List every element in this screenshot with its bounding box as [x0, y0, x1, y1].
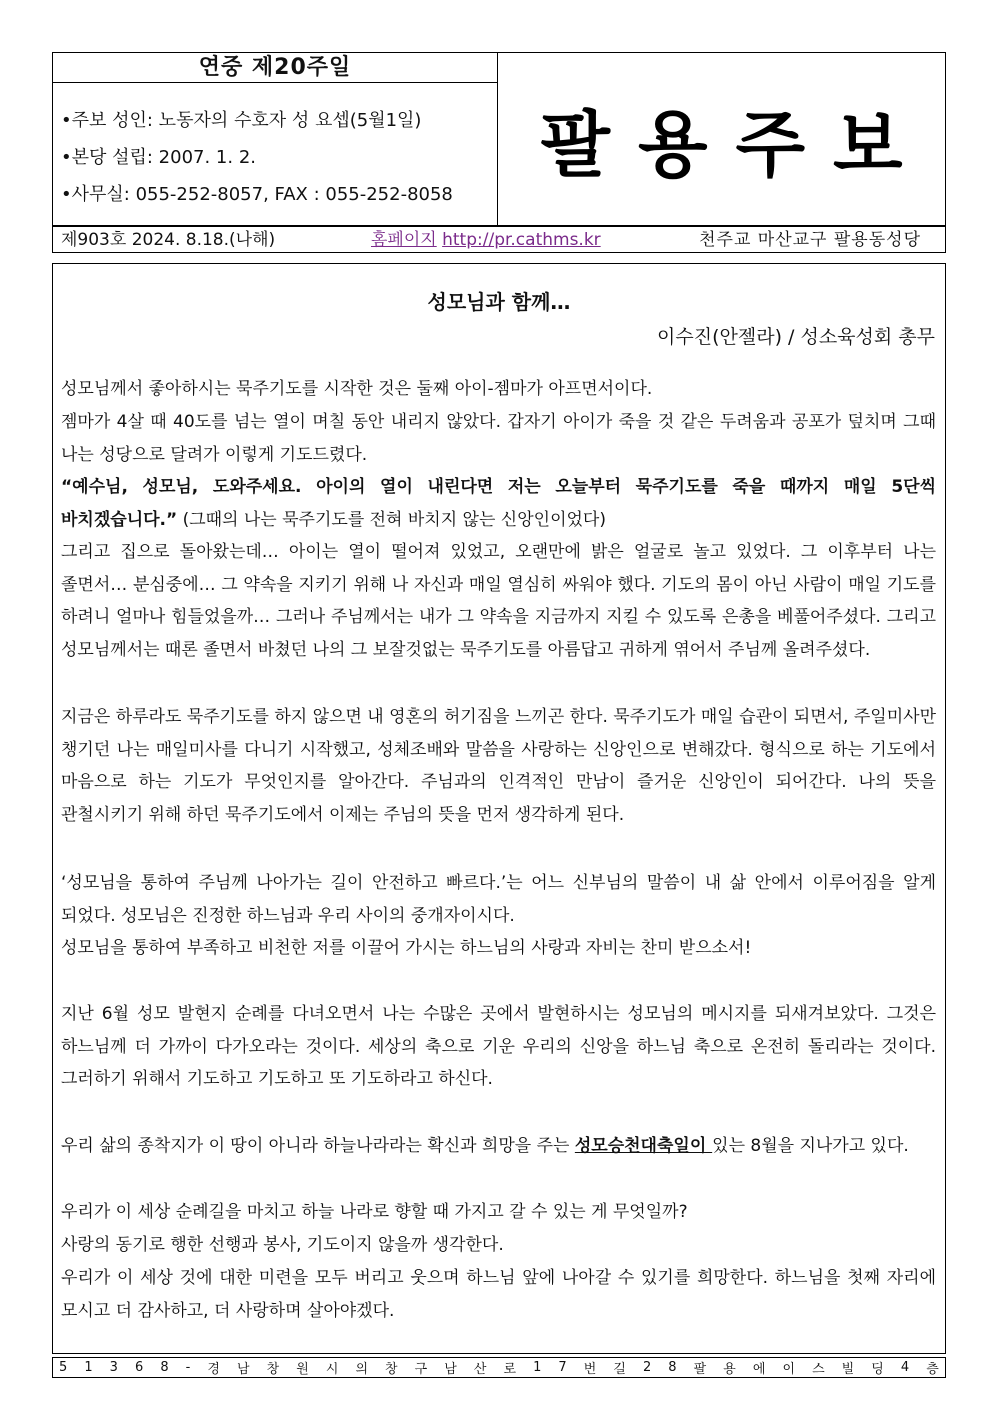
paragraph	[61, 471, 936, 536]
paragraph: 젬마가 4살 때 40도를 넘는 열이 며칠 동안 내리지 않았다. 갑자기 아이가 죽을 것 같은 두려움과 공포가 덮치며 그때 나는 성당으로 달려가 이렇게 기도드렸다.	[61, 412, 936, 465]
footer-address-char: 번	[583, 1362, 597, 1377]
issue-number-date: 제903호 2024. 8.18.(나해)	[61, 230, 276, 250]
footer-address-char: 5	[59, 1360, 68, 1375]
footer-address-char: 길	[613, 1362, 626, 1377]
paragraph: 성모님을 통하여 부족하고 비천한 저를 이끌어 가시는 하느님의 사랑과 자비는 찬미 받으소서!	[61, 938, 752, 958]
footer-address-char: 경	[207, 1362, 220, 1377]
footer-address-char: 시	[325, 1362, 339, 1377]
paragraph: 우리가 이 세상 것에 대한 미련을 모두 버리고 웃으며 하느님 앞에 나아갈 수 있기를 희망한다. 하느님을 첫째 자리에 모시고 더 감사하고, 더 사랑하며 살아야겠다.	[61, 1268, 936, 1321]
paragraph: 그리고 집으로 돌아왔는데… 아이는 열이 떨어져 있었고, 오랜만에 밝은 얼굴로 놀고 있었다. 그 이후부터 나는 졸면서… 분심중에… 그 약속을 지키기 위해 나 자신과 매일 열심히 싸워야 했다. 기도의 몸이 아닌 사람이 매일 기도를 하려니 얼마나 힘들었을까… 그러나 주님께서는 내가 그 약속을 지금까지 지킬 수 있도록 은총을 베풀어주셨다. 그리고 성모님께서는 때론 졸면서 바쳤던 나의 그 보잘것없는 묵주기도를 아름답고 귀하게 엮어서 주님께 올려주셨다.	[61, 542, 936, 660]
footer-address-char: 이	[782, 1362, 796, 1377]
homepage-label[interactable]: 홈페이지	[371, 230, 437, 250]
footer-address-char: 원	[296, 1362, 309, 1377]
paragraph: 지금은 하루라도 묵주기도를 하지 않으면 내 영혼의 허기짐을 느끼곤 한다. 묵주기도가 매일 습관이 되면서, 주일미사만 챙기던 나는 매일미사를 다니기 시작했고, 성체조배와 말씀을 사랑하는 신앙인으로 변해갔다. 형식으로 하는 기도에서 마음으로 하는 기도가 무엇인지를 알아간다. 주님과의 인격적인 만남이 즐거운 신앙인이 되어간다. 나의 뜻을 관철시키기 위해 하던 묵주기도에서 이제는 주님의 뜻을 먼저 생각하게 된다.	[61, 707, 936, 825]
footer-address-char: 남	[444, 1362, 457, 1377]
header-box	[52, 52, 946, 226]
prayer-note: (그때의 나는 묵주기도를 전혀 바치지 않는 신앙인이었다)	[177, 509, 606, 530]
footer-address-char: 의	[355, 1362, 368, 1377]
footer-address-char: 남	[237, 1362, 250, 1377]
article-author: 이수진(안젤라) / 성소육성회 총무	[657, 326, 935, 348]
footer-address-char: 에	[752, 1362, 766, 1377]
article-title: 성모님과 함께…	[427, 290, 571, 314]
footer-address-char: 4	[900, 1360, 910, 1375]
paper-title: 팔용주보	[540, 102, 931, 187]
footer-address-char: 창	[266, 1362, 280, 1377]
header-info-panel	[53, 53, 498, 225]
paragraph: 사랑의 동기로 행한 선행과 봉사, 기도이지 않을까 생각한다.	[61, 1235, 504, 1255]
footer-address-char: 3	[109, 1360, 118, 1375]
patron-saint-line: •주보 성인: 노동자의 수호자 성 요셉(5월1일)	[61, 110, 422, 131]
week-title: 연중 제20주일	[53, 53, 497, 83]
masthead	[498, 53, 945, 225]
footer-address-char: 빌	[841, 1362, 855, 1377]
footer-address-char: 1	[84, 1360, 93, 1375]
paragraph: 우리가 이 세상 순례길을 마치고 하늘 나라로 향할 때 가지고 갈 수 있는 게 무엇일까?	[61, 1202, 688, 1222]
footer-address-char: 7	[558, 1360, 567, 1375]
paragraph-text: 있는 8월을 지나가고 있다.	[712, 1136, 909, 1156]
footer-address-char: -	[185, 1360, 191, 1375]
founded-line: •본당 설립: 2007. 1. 2.	[61, 147, 256, 168]
paragraph: ‘성모님을 통하여 주님께 나아가는 길이 안전하고 빠르다.’는 어느 신부님의 말씀이 내 삶 안에서 이루어짐을 알게 되었다. 성모님은 진정한 하느님과 우리 사이의 중개자이시다.	[61, 873, 936, 926]
paragraph: 성모님께서 좋아하시는 묵주기도를 시작한 것은 둘째 아이-젬마가 아프면서이다.	[61, 379, 653, 399]
footer-address-char: 산	[473, 1362, 487, 1377]
footer-address-char: 로	[503, 1362, 517, 1377]
parish-name: 천주교 마산교구 팔용동성당	[699, 230, 921, 250]
footer-address-char: 8	[160, 1360, 169, 1375]
footer-address-char: 6	[134, 1360, 144, 1375]
paragraph-text: 우리 삶의 종착지가 이 땅이 아니라 하늘나라라는 확신과 희망을 주는	[61, 1136, 575, 1156]
footer-address-char: 딩	[871, 1362, 884, 1377]
issue-bar	[52, 226, 946, 253]
footer-address-char: 구	[414, 1362, 428, 1377]
assumption-feast-highlight: 성모승천대축일이	[574, 1136, 713, 1156]
footer-address-char: 팔	[693, 1362, 707, 1377]
footer-address-char: 2	[642, 1360, 652, 1375]
footer-address-char: 1	[533, 1360, 542, 1375]
prayer-quote: “예수님, 성모님, 도와주세요. 아이의 열이 내린다면 저는 오늘부터 묵주기도를 죽을 때까지 매일 5단씩 바치겠습니다.”	[61, 477, 936, 530]
footer-address-char: 8	[668, 1360, 677, 1375]
office-contact-line: •사무실: 055-252-8057, FAX : 055-252-8058	[61, 184, 453, 205]
article-box	[52, 263, 946, 1354]
paragraph: 지난 6월 성모 발현지 순례를 다녀오면서 나는 수많은 곳에서 발현하시는 성모님의 메시지를 되새겨보았다. 그것은 하느님께 더 가까이 다가오라는 것이다. 세상의 축으로 기운 우리의 신앙을 하느님 축으로 온전히 돌리라는 것이다. 그러하기 위해서 기도하고 기도하고 또 기도하라고 하신다.	[61, 1004, 936, 1089]
footer-address	[52, 1357, 946, 1378]
homepage-url[interactable]: http://pr.cathms.kr	[442, 230, 601, 250]
footer-address-char: 창	[385, 1362, 398, 1377]
footer-address-char: 스	[812, 1362, 825, 1377]
footer-address-char: 용	[723, 1362, 736, 1377]
footer-address-char: 층	[926, 1362, 939, 1377]
homepage-link[interactable]	[371, 228, 601, 252]
paragraph	[61, 1130, 936, 1163]
